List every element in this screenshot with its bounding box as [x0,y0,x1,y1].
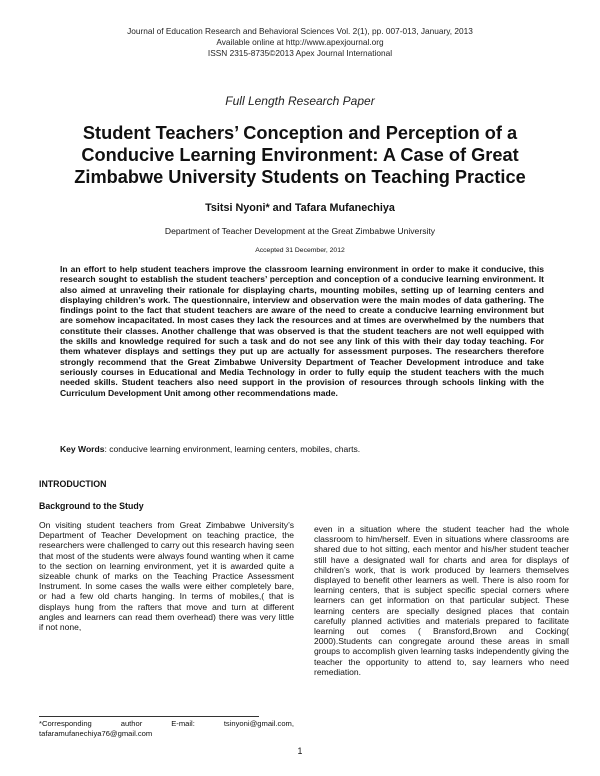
affiliation: Department of Teacher Development at the Great Zimbabwe University [164,226,436,236]
section-introduction: INTRODUCTION [39,479,107,489]
journal-citation: Journal of Education Research and Behavioral Sciences Vol. 2(1), pp. 007-013, January, 2013 [127,26,473,36]
title-line-2: Conducive Learning Environment: A Case of Great [81,145,519,165]
subsection-background: Background to the Study [39,501,144,511]
title-line-3: Zimbabwe University Students on Teaching Practice [74,167,526,187]
keywords [60,444,544,454]
paper-title [30,122,570,188]
keywords-label: Key Words [60,444,105,454]
body-right-column: even in a situation where the student teacher had the whole classroom to him/herself. Even in situations where classrooms are shared due to hot sitting, each mentor and his/her student teacher still have a designated wall for charts and area for displays of children’s work, that is work produced by learners themselves displayed to benefit other learners as well. There is also room for learning centers, that is subject specific special corners where learners can get information on that particular subject. These learning centers are specially designed places that contain carefully planned activities and materials prepared to facilitate learning out comes ( Bransford,Brown and Cocking( 2000).Students can congregate around these areas in small groups to accomplish given learning tasks independently giving the teacher the opportunity to attend to, say learners who need remediation. [314,524,569,677]
corresponding-author-footnote: *Corresponding author E-mail: tsinyoni@gmail.com, tafaramufanechiya76@gmail.com [39,719,294,739]
keywords-text: : conducive learning environment, learning centers, mobiles, charts. [104,444,361,454]
authors: Tsitsi Nyoni* and Tafara Mufanechiya [205,202,395,214]
footnote-rule [39,716,259,717]
abstract: In an effort to help student teachers improve the classroom learning environment in order to make it conducive, this research sought to establish the student teachers’ perception and conception of a conducive learning environment. It also aimed at unraveling their rationale for displaying charts, mounting mobiles, setting up of learning centers and displaying children’s work. The questionnaire, interview and observation were the main modes of data gathering. The findings point to the fact that student teachers are aware of the need to create a conducive learning environment but are somehow incapacitated. In most cases they lack the resources and at times are overwhelmed by the numbers that constitute their classes. Another challenge that was observed is that the student teachers are not well equipped with the skills and knowledge required for such a task and do not see any link of this with their day today teaching. For them whatever displays and settings they put up are actually for assessment purposes. The researchers therefore strongly recommend that the Great Zimbabwe University Department of Teacher Development introduce and take seriously courses in Educational and Media Technology in order to fully equip the student teachers with the much needed skills. Student teachers also need support in the provision of resources through schools linking with the Curriculum Development Unit among other recommendations made. [60,264,544,398]
article-type: Full Length Research Paper [225,94,375,108]
body-left-column: On visiting student teachers from Great Zimbabwe University’s Department of Teacher Development on teaching practice, the researchers were challenged to carry out this research having seen that most of the students were always found wanting when it came to the section on learning environment, yet it is awarded quite a sizeable chunk of marks on the Teaching Practice Assessment Instrument. In some cases the walls were either completely bare, or had a few old charts hanging. In terms of mobiles,( that is displays hung from the rafters that move and turn at different angles and learners can read them overhead) there was very little if not none, [39,520,294,633]
online-availability: Available online at http://www.apexjournal.org [216,37,384,47]
accepted-date: Accepted 31 December, 2012 [255,247,345,254]
page-number: 1 [297,746,303,756]
issn-line: ISSN 2315-8735©2013 Apex Journal International [207,48,393,58]
title-line-1: Student Teachers’ Conception and Perception of a [82,123,518,143]
